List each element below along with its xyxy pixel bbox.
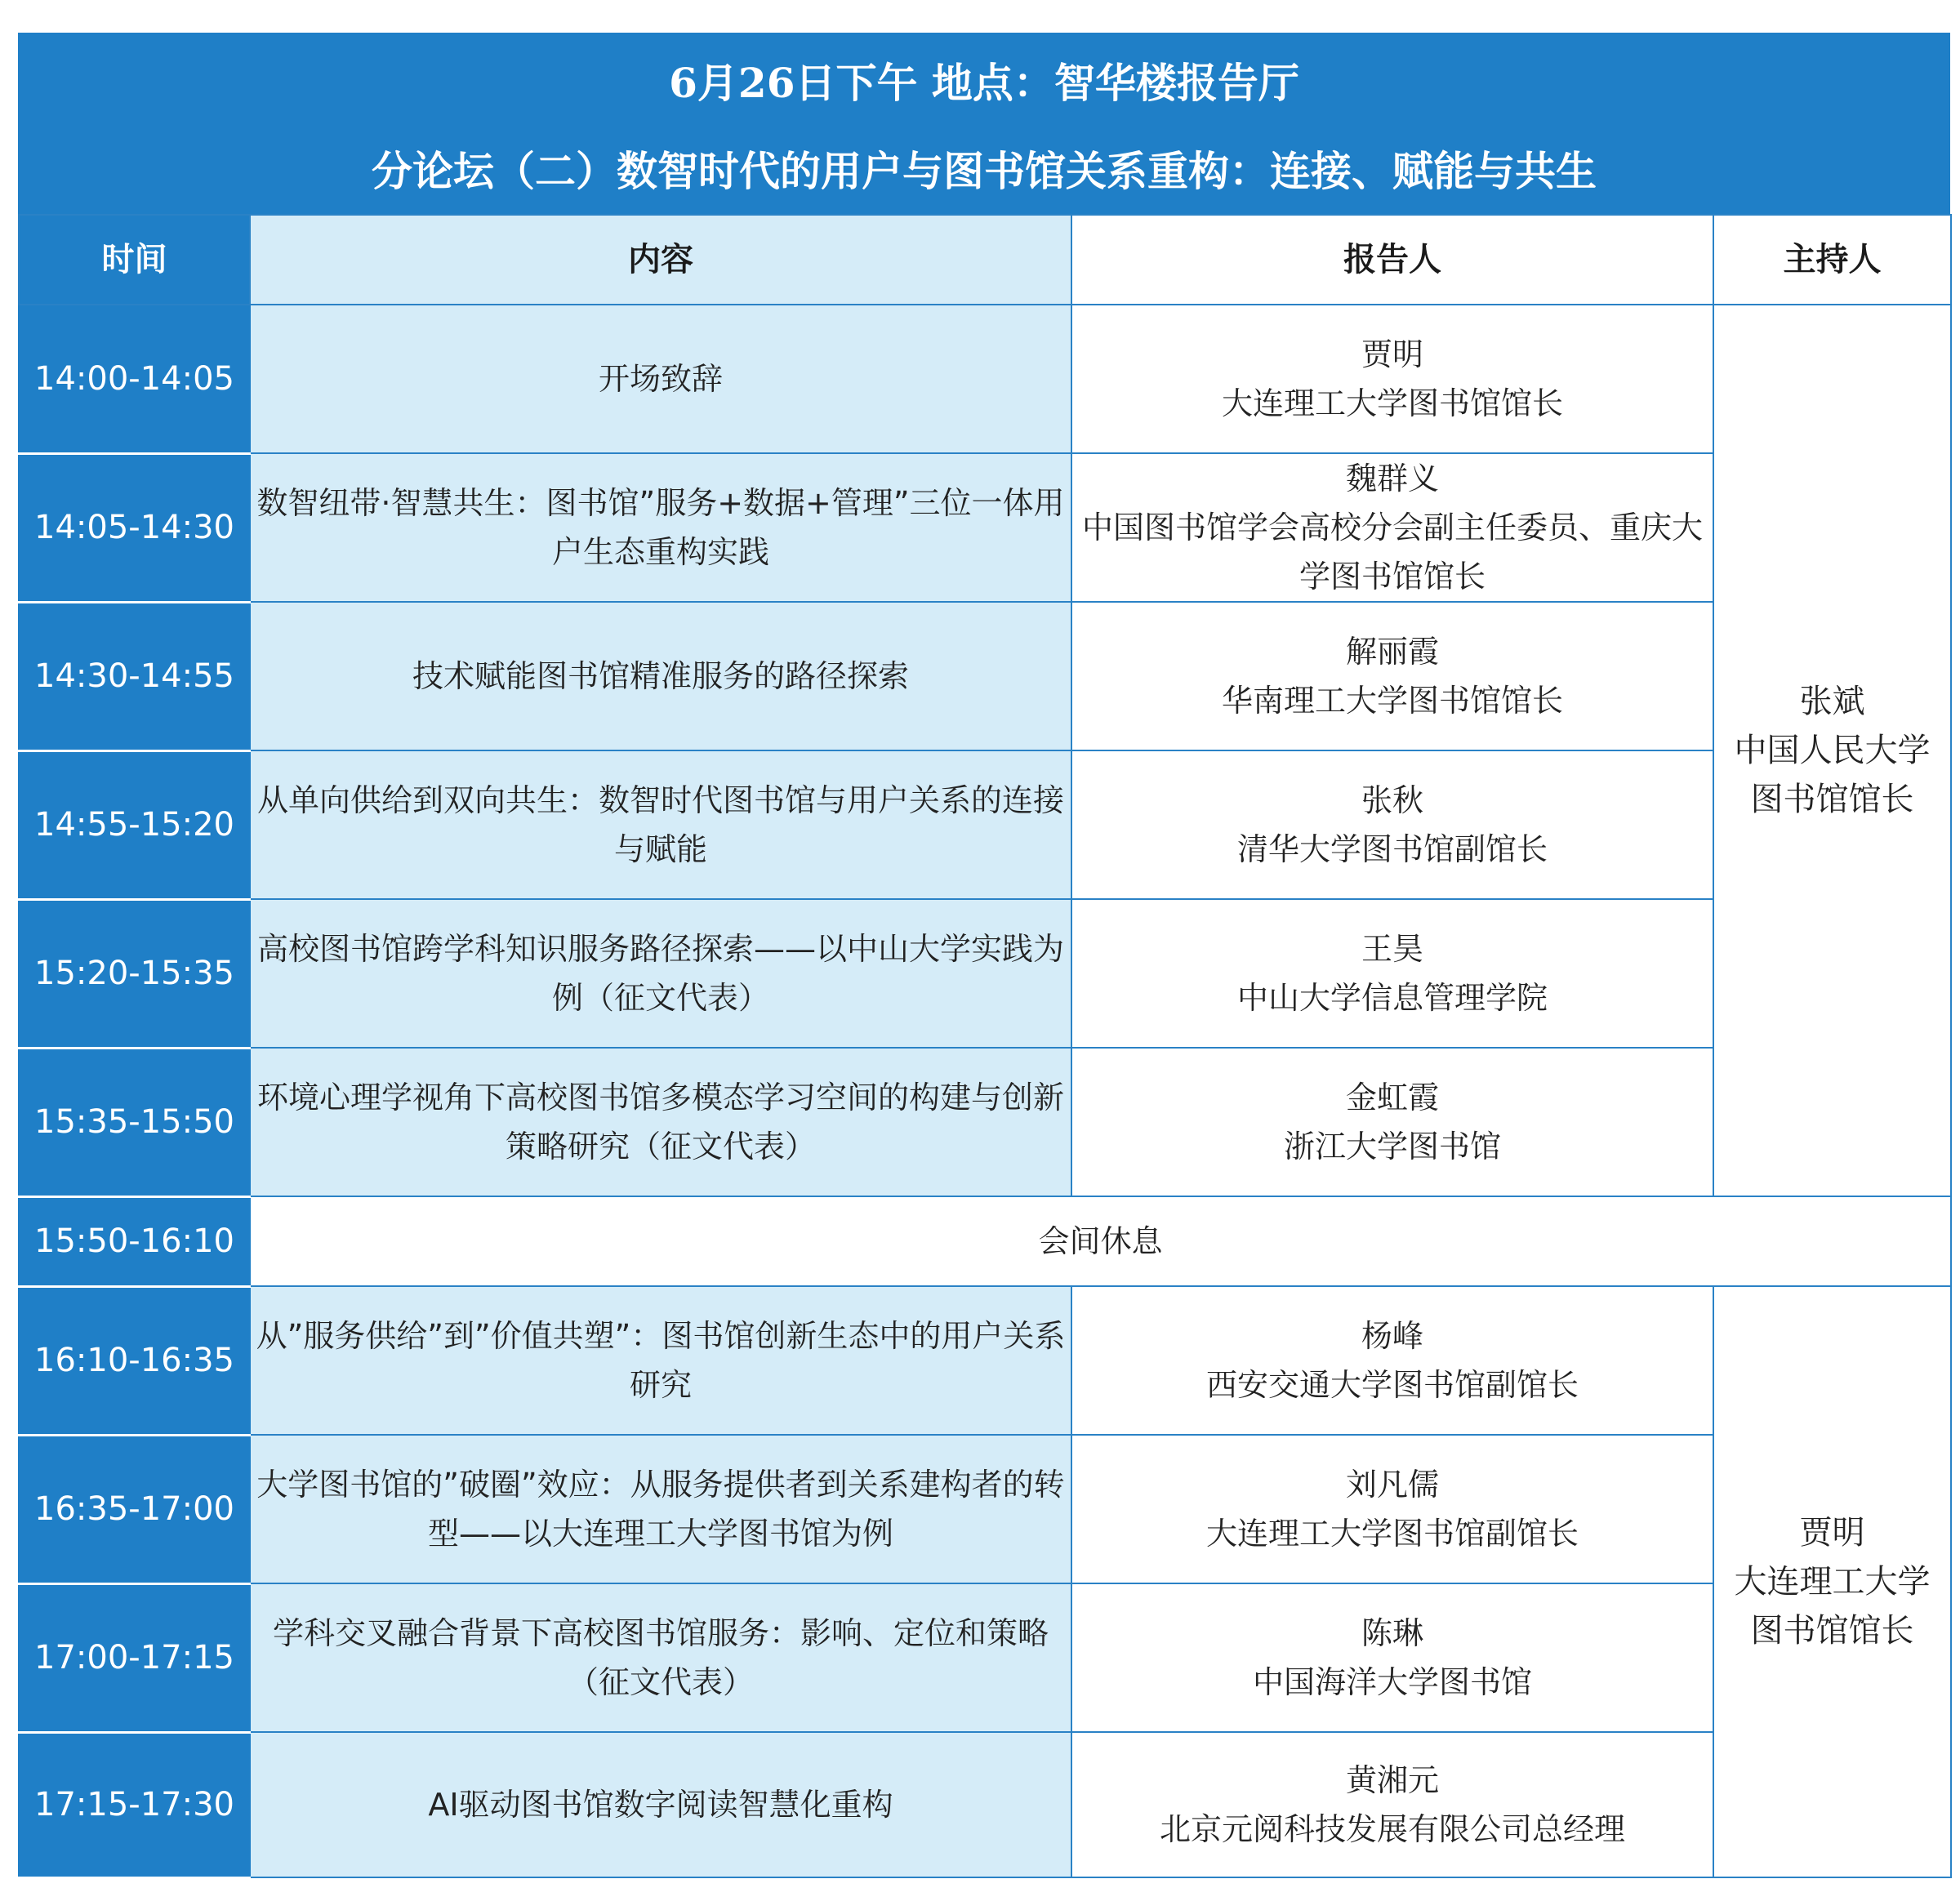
speaker-name: 黄湘元 bbox=[1345, 1762, 1439, 1798]
time-cell: 15:20-15:35 bbox=[19, 899, 250, 1048]
speaker-title: 中国图书馆学会高校分会副主任委员、重庆大学图书馆馆长 bbox=[1081, 510, 1703, 594]
speaker-title: 大连理工大学图书馆副馆长 bbox=[1205, 1516, 1579, 1552]
speaker-title: 北京元阅科技发展有限公司总经理 bbox=[1159, 1811, 1625, 1847]
host-affiliation: 中国人民大学 bbox=[1734, 732, 1931, 769]
time-cell: 14:05-14:30 bbox=[19, 453, 250, 602]
forum-title: 分论坛（二）数智时代的用户与图书馆关系重构：连接、赋能与共生 bbox=[372, 147, 1597, 195]
speaker-cell bbox=[1071, 1435, 1713, 1583]
table-row bbox=[19, 750, 1951, 899]
table-row bbox=[19, 1732, 1951, 1877]
speaker-name: 刘凡儒 bbox=[1345, 1467, 1439, 1503]
content-cell: 大学图书馆的”破圈”效应：从服务提供者到关系建构者的转型——以大连理工大学图书馆为例 bbox=[250, 1435, 1071, 1583]
speaker-name: 贾明 bbox=[1361, 336, 1423, 372]
speaker-cell bbox=[1071, 1286, 1713, 1435]
column-header-time: 时间 bbox=[19, 215, 250, 305]
table-row bbox=[19, 453, 1951, 602]
speaker-title: 清华大学图书馆副馆长 bbox=[1236, 831, 1548, 867]
speaker-title: 华南理工大学图书馆馆长 bbox=[1221, 683, 1563, 719]
speaker-title: 中国海洋大学图书馆 bbox=[1252, 1664, 1532, 1700]
content-cell: 技术赋能图书馆精准服务的路径探索 bbox=[250, 602, 1071, 750]
speaker-title: 大连理工大学图书馆馆长 bbox=[1221, 385, 1563, 421]
speaker-cell bbox=[1071, 1048, 1713, 1196]
header-row bbox=[19, 215, 1951, 305]
table-row bbox=[19, 1583, 1951, 1732]
content-cell: 环境心理学视角下高校图书馆多模态学习空间的构建与创新策略研究（征文代表） bbox=[250, 1048, 1071, 1196]
host-cell bbox=[1713, 305, 1951, 1196]
time-cell: 16:35-17:00 bbox=[19, 1435, 250, 1583]
speaker-name: 魏群义 bbox=[1345, 461, 1439, 496]
host-title: 图书馆馆长 bbox=[1750, 1612, 1914, 1650]
speaker-title: 中山大学信息管理学院 bbox=[1236, 980, 1548, 1016]
content-cell: 从单向供给到双向共生：数智时代图书馆与用户关系的连接与赋能 bbox=[250, 750, 1071, 899]
table-row bbox=[19, 899, 1951, 1048]
speaker-name: 王昊 bbox=[1361, 931, 1423, 967]
time-cell: 16:10-16:35 bbox=[19, 1286, 250, 1435]
break-label: 会间休息 bbox=[250, 1196, 1951, 1286]
break-row bbox=[19, 1196, 1951, 1286]
time-cell: 17:15-17:30 bbox=[19, 1732, 250, 1877]
speaker-cell bbox=[1071, 750, 1713, 899]
schedule-frame bbox=[18, 33, 1950, 1880]
column-header-host: 主持人 bbox=[1713, 215, 1951, 305]
speaker-title: 西安交通大学图书馆副馆长 bbox=[1205, 1367, 1579, 1403]
host-cell bbox=[1713, 1286, 1951, 1877]
column-header-speaker: 报告人 bbox=[1071, 215, 1713, 305]
table-row bbox=[19, 1435, 1951, 1583]
table-row bbox=[19, 602, 1951, 750]
time-cell: 14:55-15:20 bbox=[19, 750, 250, 899]
speaker-cell bbox=[1071, 305, 1713, 453]
speaker-cell bbox=[1071, 602, 1713, 750]
speaker-cell bbox=[1071, 899, 1713, 1048]
time-cell: 17:00-17:15 bbox=[19, 1583, 250, 1732]
speaker-cell bbox=[1071, 1732, 1713, 1877]
speaker-name: 陈琳 bbox=[1361, 1615, 1423, 1651]
time-cell: 14:00-14:05 bbox=[19, 305, 250, 453]
time-cell: 14:30-14:55 bbox=[19, 602, 250, 750]
speaker-name: 解丽霞 bbox=[1345, 634, 1439, 670]
session-time-location: 6月26日下午 地点：智华楼报告厅 bbox=[669, 59, 1299, 107]
content-cell: 开场致辞 bbox=[250, 305, 1071, 453]
speaker-name: 杨峰 bbox=[1361, 1318, 1423, 1354]
speaker-name: 张秋 bbox=[1361, 782, 1423, 818]
table-row bbox=[19, 305, 1951, 453]
time-cell: 15:35-15:50 bbox=[19, 1048, 250, 1196]
host-name: 贾明 bbox=[1799, 1514, 1865, 1552]
column-header-content: 内容 bbox=[250, 215, 1071, 305]
table-row bbox=[19, 1286, 1951, 1435]
speaker-cell bbox=[1071, 453, 1713, 602]
content-cell: 高校图书馆跨学科知识服务路径探索——以中山大学实践为例（征文代表） bbox=[250, 899, 1071, 1048]
speaker-title: 浙江大学图书馆 bbox=[1283, 1129, 1501, 1164]
host-affiliation: 大连理工大学 bbox=[1734, 1563, 1931, 1601]
content-cell: 数智纽带·智慧共生：图书馆”服务+数据+管理”三位一体用户生态重构实践 bbox=[250, 453, 1071, 602]
host-name: 张斌 bbox=[1799, 683, 1865, 720]
schedule-table bbox=[18, 214, 1952, 1879]
speaker-cell bbox=[1071, 1583, 1713, 1732]
content-cell: AI驱动图书馆数字阅读智慧化重构 bbox=[250, 1732, 1071, 1877]
content-cell: 从”服务供给”到”价值共塑”：图书馆创新生态中的用户关系研究 bbox=[250, 1286, 1071, 1435]
break-time-cell: 15:50-16:10 bbox=[19, 1196, 250, 1286]
host-title: 图书馆馆长 bbox=[1750, 781, 1914, 818]
content-cell: 学科交叉融合背景下高校图书馆服务：影响、定位和策略（征文代表） bbox=[250, 1583, 1071, 1732]
table-row bbox=[19, 1048, 1951, 1196]
speaker-name: 金虹霞 bbox=[1345, 1080, 1439, 1115]
header-banner bbox=[18, 33, 1950, 214]
